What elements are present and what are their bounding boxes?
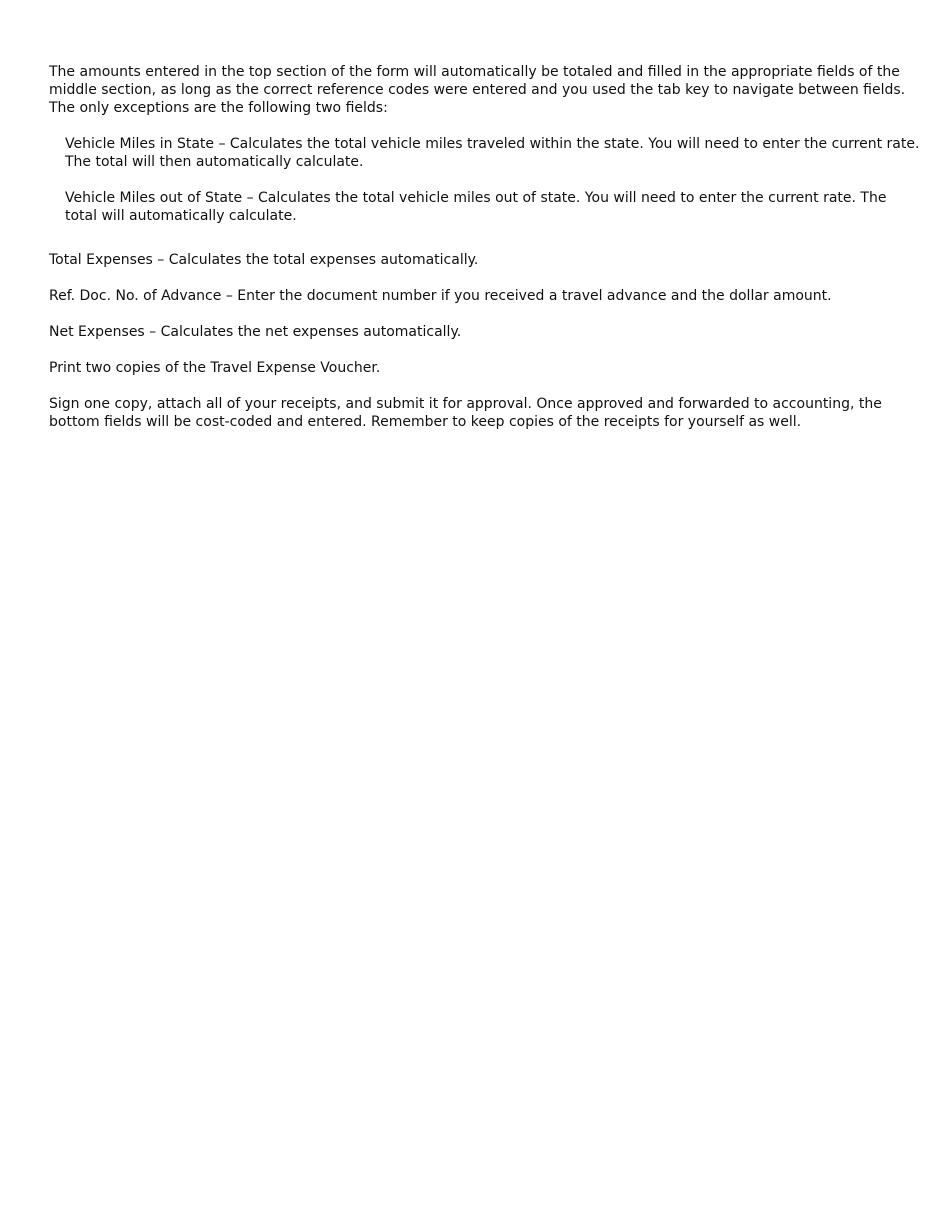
net-expenses-paragraph: Net Expenses – Calculates the net expenses automatically. bbox=[49, 324, 462, 340]
document-page bbox=[49, 63, 921, 449]
exceptions-list bbox=[65, 135, 921, 225]
exception-vehicle-miles-out-of-state: Vehicle Miles out of State – Calculates the total vehicle miles out of state. You will need to enter the current rate. The total will automatically calculate. bbox=[65, 190, 887, 224]
print-copies-paragraph: Print two copies of the Travel Expense Voucher. bbox=[49, 360, 381, 376]
sign-submit-paragraph: Sign one copy, attach all of your receipts, and submit it for approval. Once approved and forwarded to accounting, the bottom fields will be cost-coded and entered. Remember to keep copies of the receipts for yourself as well. bbox=[49, 396, 882, 430]
total-expenses-paragraph: Total Expenses – Calculates the total expenses automatically. bbox=[49, 252, 479, 268]
ref-doc-paragraph: Ref. Doc. No. of Advance – Enter the document number if you received a travel advance and the dollar amount. bbox=[49, 288, 832, 304]
intro-paragraph: The amounts entered in the top section of the form will automatically be totaled and filled in the appropriate fields of the middle section, as long as the correct reference codes were entered and you used the tab key to navigate between fields. The only exceptions are the following two fields: bbox=[49, 64, 906, 116]
exception-vehicle-miles-in-state: Vehicle Miles in State – Calculates the total vehicle miles traveled within the state. You will need to enter the current rate. The total will then automatically calculate. bbox=[65, 136, 920, 170]
